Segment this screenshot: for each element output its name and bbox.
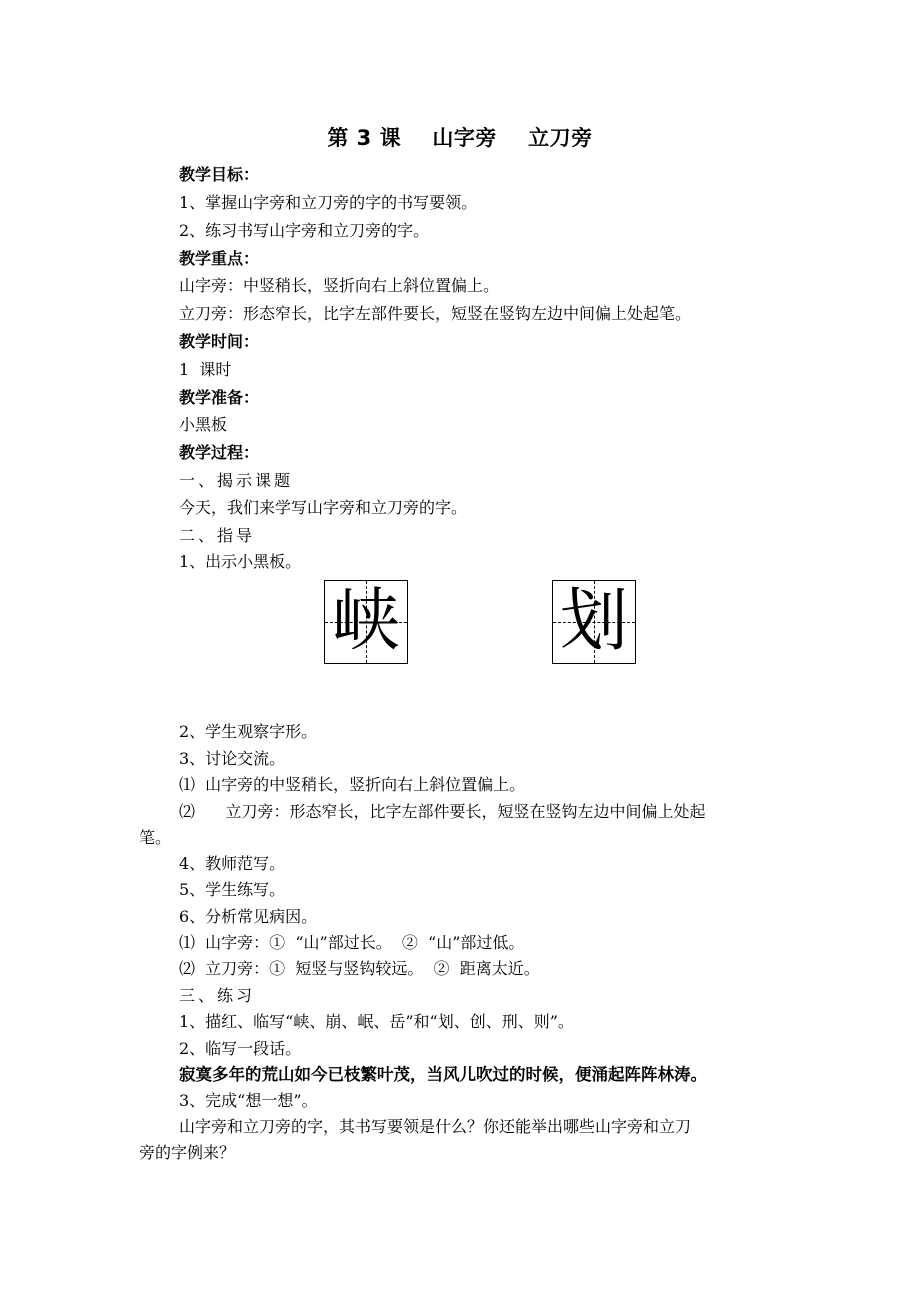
exercise-item: 2、临写一段话。 (179, 1039, 302, 1058)
step-item: 3、讨论交流。 (179, 749, 286, 768)
step-item: 1、出示小黑板。 (179, 552, 302, 571)
discussion-item: ⑴ 山字旁的中竖稍长，竖折向右上斜位置偏上。 (179, 775, 526, 794)
focus-item: 立刀旁：形态窄长，比字左部件要长，短竖在竖钩左边中间偏上处起笔。 (179, 304, 692, 323)
process-heading: 教学过程： (179, 443, 260, 462)
exercise-item: 3、完成“想一想”。 (179, 1091, 318, 1110)
step-item: 2、学生观察字形。 (179, 722, 318, 741)
discussion-item-continued: 笔。 (139, 828, 172, 847)
cause-item: ⑵ 立刀旁：① 短竖与竖钩较远。 ② 距离太近。 (179, 959, 540, 978)
time-value: 1 课时 (179, 360, 232, 379)
prep-heading: 教学准备： (179, 388, 260, 407)
practice-grid-left (324, 580, 408, 664)
section-title: 一、揭示课题 (179, 471, 294, 490)
practice-grid-right (552, 580, 636, 664)
focus-item: 山字旁：中竖稍长，竖折向右上斜位置偏上。 (179, 276, 500, 295)
section-title: 二、指导 (179, 526, 256, 545)
objective-item: 1、掌握山字旁和立刀旁的字的书写要领。 (179, 193, 478, 212)
step-item: 4、教师范写。 (179, 854, 286, 873)
discussion-item: ⑵ 立刀旁：形态窄长，比字左部件要长，短竖在竖钩左边中间偏上处起 (179, 802, 706, 821)
focus-heading: 教学重点： (179, 249, 260, 268)
lesson-title: 第 3 课 山字旁 立刀旁 (327, 126, 593, 150)
prep-value: 小黑板 (179, 415, 228, 434)
practice-passage: 寂寞多年的荒山如今已枝繁叶茂，当风儿吹过的时候，便涌起阵阵林涛。 (179, 1065, 707, 1084)
exercise-item: 1、描红、临写“峡、崩、岷、岳”和“划、创、刑、则”。 (179, 1012, 574, 1031)
grid-character: 划 (559, 582, 628, 661)
step-item: 6、分析常见病因。 (179, 907, 318, 926)
section-text: 今天，我们来学写山字旁和立刀旁的字。 (179, 498, 468, 517)
cause-item: ⑴ 山字旁：① “山”部过长。 ② “山”部过低。 (179, 933, 525, 952)
step-item: 5、学生练写。 (179, 880, 286, 899)
think-question-continued: 旁的字例来？ (139, 1143, 236, 1162)
grid-character: 峡 (331, 582, 400, 661)
objectives-heading: 教学目标： (179, 165, 260, 184)
think-question: 山字旁和立刀旁的字，其书写要领是什么？你还能举出哪些山字旁和立刀 (179, 1117, 692, 1136)
objective-item: 2、练习书写山字旁和立刀旁的字。 (179, 221, 430, 240)
section-title: 三、练习 (179, 986, 256, 1005)
time-heading: 教学时间： (179, 332, 260, 351)
